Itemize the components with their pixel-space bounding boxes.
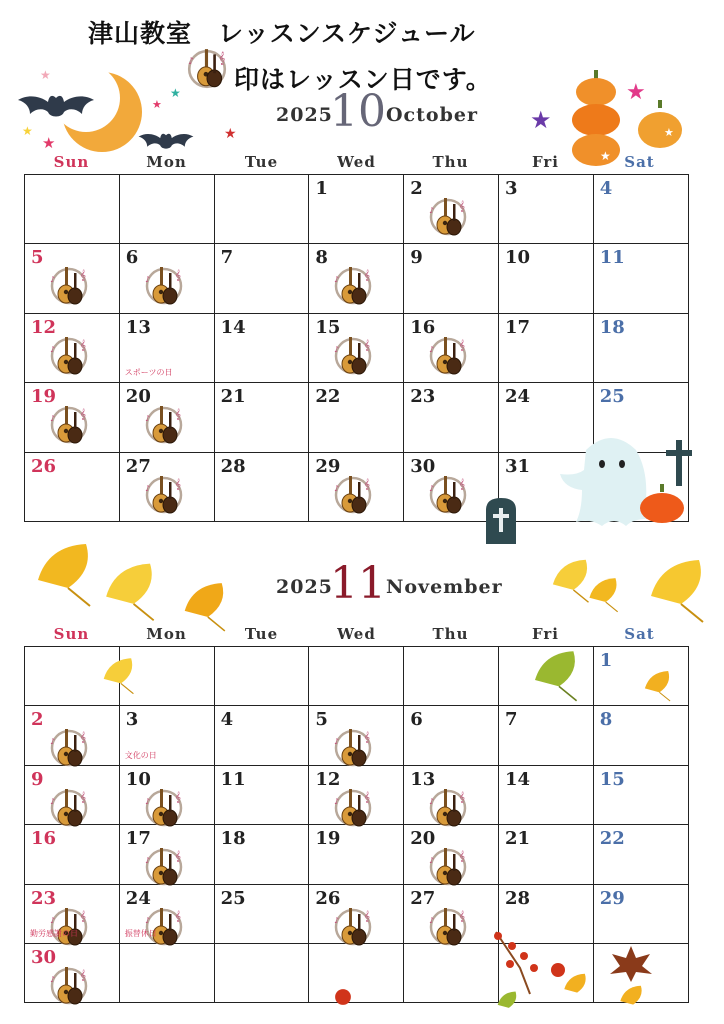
calendar-day-cell — [498, 765, 593, 824]
guitar-lesson-icon — [47, 726, 91, 770]
weekday-thu: Thu — [432, 153, 469, 171]
calendar-week — [25, 706, 689, 765]
svg-text:𝄞: 𝄞 — [174, 478, 181, 490]
svg-text:𝄞: 𝄞 — [174, 409, 181, 421]
pumpkin-icon — [638, 484, 686, 524]
day-number: 23 — [410, 386, 436, 408]
weekday-mon: Mon — [146, 153, 187, 171]
svg-text:♪: ♪ — [429, 856, 435, 866]
calendar-day-cell — [214, 943, 309, 1002]
day-number: 8 — [599, 709, 613, 731]
calendar-day-cell — [119, 943, 214, 1002]
svg-text:𝄞: 𝄞 — [218, 50, 226, 65]
holiday-label: 振替休日 — [124, 928, 157, 938]
calendar-day-cell — [593, 313, 688, 382]
calendar-day-cell — [309, 706, 404, 765]
weekday-sat: Sat — [624, 153, 655, 171]
ginkgo-leaf-icon — [28, 540, 98, 610]
day-number: 6 — [410, 709, 423, 731]
day-number: 25 — [220, 887, 246, 909]
calendar-day-cell — [119, 383, 214, 452]
star-icon: ★ — [22, 124, 33, 138]
calendar-day-cell — [214, 647, 309, 706]
svg-text:♪: ♪ — [188, 55, 195, 67]
calendar-day-cell — [119, 825, 214, 884]
calendar-week — [25, 175, 689, 244]
guitar-lesson-icon — [47, 403, 91, 447]
calendar-day-cell — [214, 825, 309, 884]
weekday-sun: Sun — [53, 153, 90, 171]
day-number: 2 — [31, 709, 44, 731]
svg-text:𝄞: 𝄞 — [174, 851, 181, 863]
calendar-day-cell — [119, 175, 214, 244]
calendar-day-cell — [25, 825, 120, 884]
day-number: 3 — [504, 178, 518, 199]
guitar-lesson-icon — [426, 845, 470, 889]
month-header-october — [276, 86, 496, 142]
calendar-day-cell — [593, 244, 688, 313]
calendar-day-cell — [214, 175, 309, 244]
svg-text:𝄞: 𝄞 — [174, 270, 181, 282]
calendar-week — [25, 244, 689, 313]
calendar-day-cell — [119, 884, 214, 943]
day-number: 14 — [220, 316, 246, 338]
calendar-day-cell — [119, 706, 214, 765]
svg-text:𝄞: 𝄞 — [80, 409, 86, 421]
day-number: 16 — [410, 316, 436, 338]
day-number: 10 — [125, 768, 151, 790]
guitar-lesson-icon — [331, 905, 375, 949]
calendar-day-cell — [25, 706, 120, 765]
cross-icon — [664, 438, 694, 488]
calendar-week — [25, 825, 689, 884]
calendar-day-cell — [498, 175, 593, 244]
calendar-day-cell — [25, 383, 120, 452]
guitar-lesson-icon — [142, 786, 186, 830]
svg-text:𝄞: 𝄞 — [459, 478, 466, 490]
svg-text:𝄞: 𝄞 — [174, 791, 181, 803]
month-number: 10 — [330, 86, 386, 137]
guitar-lesson-icon — [142, 264, 186, 308]
calendar-week — [25, 884, 689, 943]
svg-text:♪: ♪ — [50, 796, 56, 806]
calendar-day-cell — [593, 825, 688, 884]
day-number: 31 — [504, 455, 531, 477]
star-icon: ★ — [42, 134, 56, 152]
day-number: 18 — [599, 316, 625, 338]
svg-text:𝄞: 𝄞 — [80, 791, 86, 803]
day-number: 22 — [599, 828, 625, 850]
svg-text:♪: ♪ — [334, 483, 340, 493]
weekday-wed: Wed — [337, 153, 376, 171]
star-icon: ★ — [40, 68, 51, 82]
calendar-day-cell — [404, 383, 499, 452]
day-number: 23 — [31, 887, 57, 909]
svg-text:𝄞: 𝄞 — [364, 339, 371, 351]
calendar-day-cell — [25, 884, 120, 943]
svg-text:♪: ♪ — [50, 737, 56, 747]
svg-text:𝄞: 𝄞 — [80, 732, 86, 744]
calendar-day-cell — [498, 244, 593, 313]
calendar-day-cell — [119, 313, 214, 382]
svg-text:★: ★ — [600, 149, 611, 163]
day-number: 11 — [220, 768, 246, 790]
calendar-day-cell — [214, 244, 309, 313]
calendar-day-cell — [404, 884, 499, 943]
day-number: 18 — [220, 828, 246, 850]
weekday-thu: Thu — [432, 625, 469, 643]
svg-text:𝄞: 𝄞 — [364, 478, 371, 490]
svg-text:𝄞: 𝄞 — [364, 732, 371, 744]
day-number: 14 — [504, 768, 531, 790]
svg-text:𝄞: 𝄞 — [459, 339, 466, 351]
star-icon: ★ — [626, 80, 646, 105]
day-number: 27 — [410, 887, 436, 909]
guitar-lesson-icon — [426, 786, 470, 830]
calendar-day-cell — [404, 825, 499, 884]
svg-text:♪: ♪ — [144, 275, 150, 285]
calendar-day-cell — [25, 313, 120, 382]
guitar-lesson-icon — [331, 726, 375, 770]
guitar-lesson-icon — [331, 264, 375, 308]
day-number: 7 — [220, 247, 234, 269]
svg-text:𝄞: 𝄞 — [459, 910, 466, 922]
svg-text:𝄞: 𝄞 — [80, 339, 86, 351]
weekday-wed: Wed — [337, 625, 376, 643]
calendar-day-cell — [309, 765, 404, 824]
guitar-lesson-icon — [426, 473, 470, 517]
calendar-day-cell — [309, 825, 404, 884]
day-number: 21 — [504, 828, 531, 850]
month-year: 2025 — [276, 104, 333, 126]
day-number: 25 — [599, 386, 625, 408]
page-title: 津山教室 レッスンスケジュール — [88, 19, 476, 48]
day-number: 2 — [410, 178, 423, 199]
guitar-lesson-icon — [47, 964, 91, 1008]
calendar-week — [25, 765, 689, 824]
svg-text:♪: ♪ — [429, 344, 435, 354]
ginkgo-leaf-icon — [98, 656, 138, 696]
svg-text:♪: ♪ — [144, 856, 150, 866]
guitar-lesson-icon — [47, 334, 91, 378]
day-number: 22 — [315, 386, 341, 408]
svg-text:♪: ♪ — [334, 275, 340, 285]
calendar-day-cell — [214, 452, 309, 521]
calendar-day-cell — [309, 647, 404, 706]
guitar-lesson-icon — [142, 845, 186, 889]
calendar-day-cell — [404, 765, 499, 824]
svg-text:♪: ♪ — [50, 414, 56, 424]
calendar-day-cell — [593, 765, 688, 824]
day-number: 1 — [315, 178, 328, 199]
guitar-lesson-icon — [184, 44, 230, 94]
svg-text:𝄞: 𝄞 — [80, 910, 86, 922]
day-number: 4 — [599, 178, 613, 199]
day-number: 1 — [599, 650, 613, 671]
calendar-day-cell — [25, 943, 120, 1002]
month-header-november — [276, 558, 506, 614]
svg-text:♪: ♪ — [334, 796, 340, 806]
day-number: 9 — [410, 247, 423, 269]
holiday-label: スポーツの日 — [124, 368, 173, 378]
day-number: 29 — [315, 455, 341, 477]
calendar-day-cell — [309, 383, 404, 452]
calendar-day-cell — [214, 884, 309, 943]
ginkgo-leaf-icon — [524, 648, 586, 704]
svg-text:𝄞: 𝄞 — [459, 791, 466, 803]
calendar-day-cell — [593, 884, 688, 943]
svg-text:♪: ♪ — [144, 915, 150, 925]
day-number: 21 — [220, 386, 246, 408]
guitar-lesson-icon — [142, 905, 186, 949]
guitar-lesson-icon — [331, 473, 375, 517]
svg-text:♪: ♪ — [144, 483, 150, 493]
ginkgo-leaf-icon — [96, 560, 162, 624]
day-number: 26 — [315, 887, 341, 909]
month-name: October — [386, 104, 478, 126]
svg-text:♪: ♪ — [50, 974, 56, 984]
svg-text:𝄞: 𝄞 — [174, 910, 181, 922]
calendar-day-cell — [119, 452, 214, 521]
guitar-lesson-icon — [331, 786, 375, 830]
month-year: 2025 — [276, 576, 333, 598]
calendar-day-cell — [309, 244, 404, 313]
calendar-day-cell — [498, 825, 593, 884]
star-icon: ★ — [530, 106, 552, 134]
svg-text:♪: ♪ — [429, 206, 435, 215]
calendar-day-cell — [309, 452, 404, 521]
holiday-label: 文化の日 — [124, 750, 157, 760]
calendar-november — [24, 646, 689, 1003]
calendar-day-cell — [309, 175, 404, 244]
guitar-lesson-icon — [47, 905, 91, 949]
day-number: 29 — [599, 887, 625, 909]
day-number: 20 — [410, 828, 436, 850]
svg-text:𝄞: 𝄞 — [459, 201, 466, 212]
page-subtitle: 印はレッスン日です。 — [234, 65, 492, 94]
day-number: 20 — [125, 386, 151, 408]
calendar-day-cell — [309, 943, 404, 1002]
calendar-day-cell — [214, 383, 309, 452]
day-number: 19 — [31, 386, 57, 408]
day-number: 28 — [220, 455, 246, 477]
bat-icon — [16, 88, 96, 124]
star-icon: ★ — [224, 126, 237, 142]
ginkgo-leaf-icon — [640, 666, 674, 706]
calendar-day-cell — [309, 313, 404, 382]
calendar-day-cell — [25, 244, 120, 313]
svg-text:★: ★ — [664, 126, 674, 139]
day-number: 27 — [125, 455, 151, 477]
calendar-day-cell — [214, 313, 309, 382]
ginkgo-leaf-icon — [558, 972, 592, 1002]
day-number: 19 — [315, 828, 341, 850]
guitar-lesson-icon — [142, 403, 186, 447]
svg-text:𝄞: 𝄞 — [80, 270, 86, 282]
day-number: 13 — [410, 768, 436, 790]
svg-text:𝄞: 𝄞 — [459, 851, 466, 863]
calendar-week — [25, 313, 689, 382]
day-number: 12 — [31, 316, 57, 338]
weekday-sat: Sat — [624, 625, 655, 643]
weekday-sun: Sun — [53, 625, 90, 643]
guitar-lesson-icon — [426, 905, 470, 949]
svg-text:♪: ♪ — [429, 796, 435, 806]
day-number: 13 — [125, 316, 151, 338]
day-number: 30 — [31, 946, 57, 968]
day-number: 8 — [315, 247, 328, 269]
svg-text:♪: ♪ — [334, 737, 340, 747]
day-number: 24 — [125, 887, 151, 909]
svg-text:𝄞: 𝄞 — [364, 791, 371, 803]
svg-text:𝄞: 𝄞 — [364, 270, 371, 282]
day-number: 9 — [31, 768, 44, 790]
calendar-day-cell — [25, 452, 120, 521]
day-number: 7 — [504, 709, 518, 731]
weekday-tue: Tue — [244, 153, 279, 171]
svg-text:𝄞: 𝄞 — [80, 969, 86, 981]
guitar-lesson-icon — [47, 264, 91, 308]
day-number: 3 — [125, 709, 139, 731]
gravestone-icon — [480, 494, 522, 546]
day-number: 26 — [31, 455, 57, 477]
calendar-day-cell — [404, 175, 499, 244]
calendar-day-cell — [25, 765, 120, 824]
calendar-day-cell — [119, 244, 214, 313]
berry-branch-icon — [490, 928, 550, 998]
ginkgo-leaf-icon — [584, 576, 622, 614]
bat-icon — [136, 128, 196, 154]
day-number: 17 — [504, 316, 531, 338]
pumpkin-icon — [636, 100, 684, 150]
calendar-day-cell — [309, 884, 404, 943]
day-number: 16 — [31, 828, 57, 850]
day-number: 17 — [125, 828, 151, 850]
guitar-lesson-icon — [426, 334, 470, 378]
calendar-day-cell — [404, 313, 499, 382]
day-number: 10 — [504, 247, 531, 269]
calendar-day-cell — [25, 175, 120, 244]
weekday-tue: Tue — [244, 625, 279, 643]
holiday-label: 勤労感謝の日 — [30, 928, 78, 938]
calendar-day-cell — [404, 647, 499, 706]
day-number: 15 — [315, 316, 341, 338]
calendar-day-cell — [498, 706, 593, 765]
month-number: 11 — [330, 558, 386, 609]
weekday-fri: Fri — [532, 625, 559, 643]
day-number: 5 — [31, 247, 44, 269]
star-icon: ★ — [170, 86, 181, 100]
svg-text:♪: ♪ — [334, 915, 340, 925]
svg-text:♪: ♪ — [50, 344, 56, 354]
svg-text:𝄞: 𝄞 — [364, 910, 371, 922]
guitar-lesson-icon — [426, 195, 470, 239]
calendar-day-cell — [214, 765, 309, 824]
berry-icon — [334, 988, 352, 1006]
day-number: 6 — [125, 247, 139, 269]
svg-text:♪: ♪ — [50, 275, 56, 285]
day-number: 5 — [315, 709, 328, 731]
day-number: 15 — [599, 768, 625, 790]
guitar-lesson-icon — [331, 334, 375, 378]
weekday-mon: Mon — [146, 625, 187, 643]
calendar-day-cell — [593, 706, 688, 765]
svg-text:♪: ♪ — [334, 344, 340, 354]
day-number: 11 — [599, 247, 625, 269]
calendar-day-cell — [593, 175, 688, 244]
maple-leaf-icon — [608, 944, 654, 984]
svg-text:♪: ♪ — [50, 915, 56, 925]
day-number: 24 — [504, 386, 531, 408]
guitar-lesson-icon — [142, 473, 186, 517]
svg-text:♪: ♪ — [144, 414, 150, 424]
svg-text:♪: ♪ — [429, 915, 435, 925]
ginkgo-leaf-icon — [494, 990, 520, 1016]
svg-text:♪: ♪ — [144, 796, 150, 806]
calendar-day-cell — [214, 706, 309, 765]
calendar-day-cell — [404, 706, 499, 765]
guitar-lesson-icon — [47, 786, 91, 830]
day-number: 12 — [315, 768, 341, 790]
calendar-day-cell — [404, 244, 499, 313]
calendar-day-cell — [404, 943, 499, 1002]
day-number: 28 — [504, 887, 531, 909]
svg-text:♪: ♪ — [429, 483, 435, 493]
month-name: November — [386, 576, 503, 598]
ginkgo-leaf-icon — [616, 984, 646, 1014]
weekday-fri: Fri — [532, 153, 559, 171]
calendar-day-cell — [119, 765, 214, 824]
calendar-day-cell — [498, 313, 593, 382]
day-number: 30 — [410, 455, 436, 477]
star-icon: ★ — [152, 98, 162, 111]
day-number: 4 — [220, 709, 234, 731]
ginkgo-leaf-icon — [636, 556, 716, 626]
